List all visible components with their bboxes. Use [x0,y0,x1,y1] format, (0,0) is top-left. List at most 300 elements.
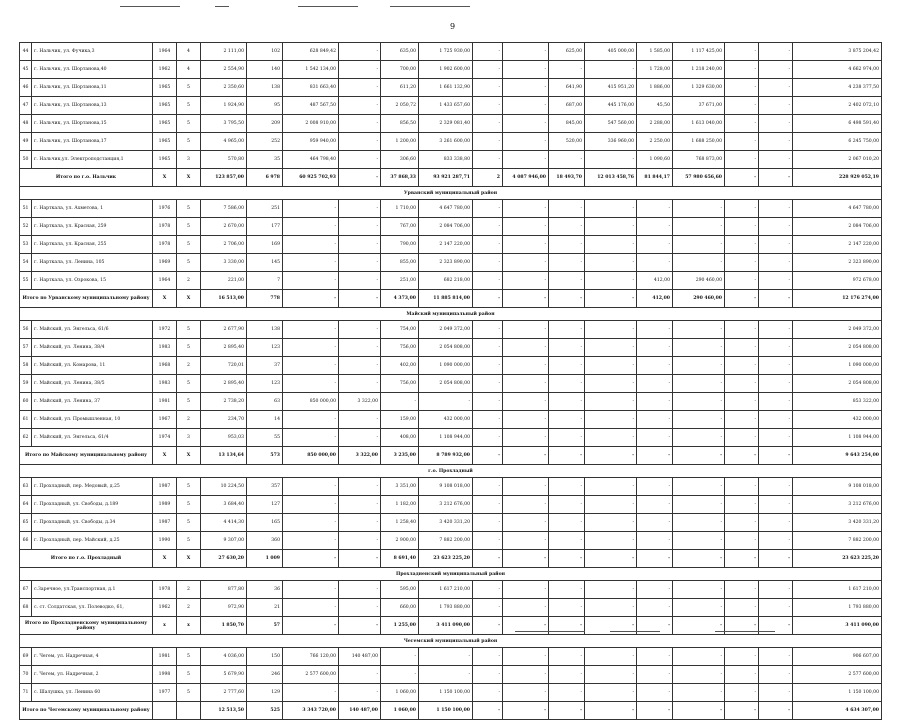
table-cell: 49 [20,133,32,151]
table-cell: 3 351,00 [381,478,419,496]
table-cell: - [725,581,759,599]
table-cell: - [339,61,381,79]
total-row [20,702,882,720]
table-cell: 720,01 [201,357,247,375]
table-row [20,514,882,532]
table-cell: 336 960,00 [585,133,637,151]
table-cell: - [339,272,381,290]
total-cell: X [153,169,177,187]
total-cell: - [585,702,637,720]
table-cell: - [759,200,793,218]
table-cell: - [673,599,725,617]
table-cell: 63 [247,393,283,411]
table-cell: 5 [177,393,201,411]
table-cell: - [283,429,339,447]
table-cell: 1965 [153,97,177,115]
total-cell: 3 411 090,00 [793,617,882,635]
table-cell: - [473,272,503,290]
table-cell: - [759,514,793,532]
table-cell: 1965 [153,151,177,169]
total-cell: 4 373,00 [381,290,419,308]
table-cell: 1978 [153,218,177,236]
table-cell: - [283,599,339,617]
table-cell: - [637,684,673,702]
table-row [20,218,882,236]
table-cell: - [725,218,759,236]
table-cell: 357 [247,478,283,496]
table-cell: 5 [177,97,201,115]
table-cell: 4 647 780,00 [793,200,882,218]
table-cell: - [339,581,381,599]
table-cell: 9 108 018,00 [419,478,473,496]
table-cell: 856,50 [381,115,419,133]
table-cell: 5 [177,115,201,133]
address-cell: г. Нальчик, ул. Шортанова,40 [32,61,153,79]
table-cell: 831 663,40 [283,79,339,97]
table-cell: - [585,478,637,496]
table-cell: - [503,97,549,115]
address-cell: г. Майский, ул. Ленина, 38/5 [32,375,153,393]
table-row [20,97,882,115]
table-cell: 209 [247,115,283,133]
table-row [20,133,882,151]
table-cell: - [759,375,793,393]
table-cell: - [549,151,585,169]
table-cell: - [673,200,725,218]
table-cell: 5 [177,496,201,514]
table-cell: 402,00 [381,357,419,375]
table-cell: - [585,514,637,532]
table-cell: 3 795,50 [201,115,247,133]
table-cell: 252 [247,133,283,151]
table-row [20,666,882,684]
total-cell: - [503,447,549,465]
total-cell: - [339,169,381,187]
total-cell: - [549,447,585,465]
table-cell: - [503,648,549,666]
total-cell: X [177,169,201,187]
table-row [20,115,882,133]
total-cell: 4 634 307,00 [793,702,882,720]
table-cell: - [725,254,759,272]
table-cell: - [585,599,637,617]
table-cell: - [585,648,637,666]
table-cell: - [549,581,585,599]
table-cell: - [339,599,381,617]
table-cell: 2 706,00 [201,236,247,254]
table-cell: - [339,200,381,218]
address-cell: г. Нарткала, ул. Красная, 259 [32,218,153,236]
table-cell: 1 728,00 [637,61,673,79]
table-cell: - [283,200,339,218]
total-cell: 12 513,50 [201,702,247,720]
total-cell: - [339,290,381,308]
table-cell: 1976 [153,200,177,218]
table-row [20,321,882,339]
section-title: Майский муниципальный район [20,308,882,321]
total-cell: 27 630,20 [201,550,247,568]
table-cell: 2 050,72 [381,97,419,115]
total-cell: 290 460,00 [673,290,725,308]
table-cell: - [759,339,793,357]
table-cell: 45,50 [637,97,673,115]
total-cell: - [473,617,503,635]
total-cell: - [725,290,759,308]
table-cell: - [503,357,549,375]
table-cell: 408,00 [381,429,419,447]
table-cell: - [283,478,339,496]
table-cell: 4 036,00 [201,648,247,666]
total-cell: - [673,447,725,465]
table-cell: - [381,648,419,666]
table-cell: - [503,218,549,236]
total-cell: - [503,550,549,568]
total-cell: - [637,702,673,720]
table-cell: - [725,599,759,617]
table-cell: - [473,254,503,272]
total-cell: 13 134,64 [201,447,247,465]
address-cell: г. Нарткала, ул. Ахметова, 1 [32,200,153,218]
table-cell: - [419,393,473,411]
table-cell: 66 [20,532,32,550]
table-cell: - [759,254,793,272]
table-cell: - [339,43,381,61]
table-cell: 4 414,30 [201,514,247,532]
table-cell: 2 [177,581,201,599]
table-cell: 138 [247,79,283,97]
table-cell: 123 [247,339,283,357]
table-cell: 4 965,00 [201,133,247,151]
table-cell: 1 613 040,00 [673,115,725,133]
total-cell: - [503,290,549,308]
table-cell: 1962 [153,61,177,79]
total-cell: - [673,702,725,720]
table-cell: - [673,254,725,272]
table-cell: 306,60 [381,151,419,169]
table-cell: 1998 [153,666,177,684]
table-cell: - [473,393,503,411]
total-cell: - [549,702,585,720]
table-cell: 1972 [153,321,177,339]
table-cell: - [585,393,637,411]
table-cell: 2 738,20 [201,393,247,411]
table-cell: - [473,236,503,254]
table-cell: 2 049 372,00 [419,321,473,339]
total-cell: 9 643 254,00 [793,447,882,465]
table-cell: 48 [20,115,32,133]
table-row [20,599,882,617]
table-row [20,532,882,550]
table-cell: - [339,339,381,357]
table-cell: 1 924,90 [201,97,247,115]
total-cell: 3 411 090,00 [419,617,473,635]
table-cell: - [725,321,759,339]
table-cell: 1 617 210,00 [793,581,882,599]
table-cell: 1 329 630,00 [673,79,725,97]
total-cell: x [177,617,201,635]
table-cell: 37 671,00 [673,97,725,115]
table-cell: - [503,393,549,411]
table-cell: - [673,478,725,496]
total-cell: 93 921 287,71 [419,169,473,187]
table-cell: 2 054 808,00 [419,339,473,357]
table-cell: 641,90 [549,79,585,97]
table-cell: 177 [247,218,283,236]
total-cell [177,702,201,720]
table-cell: 1981 [153,648,177,666]
total-cell: 12 176 274,00 [793,290,882,308]
table-cell: - [637,411,673,429]
table-cell: - [637,200,673,218]
table-cell: 60 [20,393,32,411]
table-cell: 595,00 [381,581,419,599]
table-cell: 123 [247,375,283,393]
table-cell: 47 [20,97,32,115]
table-cell: 5 [177,532,201,550]
table-cell: 2 900,00 [381,532,419,550]
table-cell: - [419,648,473,666]
total-cell: 412,00 [637,290,673,308]
total-cell: 37 868,33 [381,169,419,187]
table-cell: 833 338,80 [419,151,473,169]
table-cell: 2 554,90 [201,61,247,79]
table-cell: 234,70 [201,411,247,429]
table-cell: 3 212 676,00 [419,496,473,514]
table-cell: - [759,151,793,169]
table-cell: 138 [247,321,283,339]
table-cell: 959 940,00 [283,133,339,151]
table-cell: 1 886,00 [637,79,673,97]
table-cell: 1 200,00 [381,133,419,151]
table-cell: - [725,357,759,375]
table-cell: 1 108 944,00 [793,429,882,447]
table-cell: 1983 [153,339,177,357]
housing-register-table [19,42,882,720]
table-cell: 4 [177,61,201,79]
table-cell: 7 586,00 [201,200,247,218]
table-cell: - [549,200,585,218]
total-cell: - [725,617,759,635]
total-cell: - [473,290,503,308]
table-cell: 44 [20,43,32,61]
table-cell: - [585,218,637,236]
table-cell: 53 [20,236,32,254]
table-cell: 2 895,40 [201,375,247,393]
table-cell: - [503,115,549,133]
table-cell: - [503,666,549,684]
table-cell: - [339,79,381,97]
table-cell: - [549,532,585,550]
table-cell: - [725,339,759,357]
total-cell: 6 978 [247,169,283,187]
table-cell: - [637,357,673,375]
address-cell: г. Майский, ул. Промышленная, 10 [32,411,153,429]
table-cell: - [473,599,503,617]
table-cell: 68 [20,599,32,617]
table-cell: - [339,429,381,447]
table-cell: 3 875 204,42 [793,43,882,61]
table-cell: 70 [20,666,32,684]
table-cell: 1978 [153,236,177,254]
table-cell: - [585,339,637,357]
table-cell: - [283,684,339,702]
total-label: Итого по Урванскому муниципальному району [20,290,153,308]
table-cell: 3 212 676,00 [793,496,882,514]
total-cell: - [637,550,673,568]
table-cell: 1 218 240,00 [673,61,725,79]
table-cell: - [725,97,759,115]
table-cell: - [339,133,381,151]
section-header-row [20,568,882,581]
table-cell: - [725,532,759,550]
table-cell: 5 [177,666,201,684]
table-cell: 756,00 [381,339,419,357]
table-cell: - [725,478,759,496]
table-cell: - [473,321,503,339]
table-cell: 1977 [153,684,177,702]
table-cell: - [585,272,637,290]
table-cell: 570,80 [201,151,247,169]
table-row [20,429,882,447]
table-cell: - [585,151,637,169]
table-cell: 4 238 377,50 [793,79,882,97]
table-cell: - [503,532,549,550]
table-cell: 850 000,00 [283,393,339,411]
table-cell: 405 000,00 [585,43,637,61]
total-cell: - [585,617,637,635]
table-cell: 2 147 220,00 [419,236,473,254]
address-cell: г. Майский, ул. Энгельса, 61/4 [32,429,153,447]
table-cell: - [473,532,503,550]
table-cell: 1 090 000,00 [419,357,473,375]
top-decoration-line [390,6,470,7]
table-cell: 2 084 706,00 [793,218,882,236]
total-cell: - [725,550,759,568]
table-cell: - [473,218,503,236]
address-cell: с. ст. Солдатская, ул. Полеводко, 61, [32,599,153,617]
table-cell: 2 577 600,00 [283,666,339,684]
table-cell: 56 [20,321,32,339]
top-decoration-line [120,6,180,7]
table-cell: 906 607,00 [793,648,882,666]
table-cell: 2 008 910,00 [283,115,339,133]
table-row [20,254,882,272]
table-cell: - [473,79,503,97]
table-cell: - [473,684,503,702]
total-cell: 60 925 702,93 [283,169,339,187]
table-cell: 3 261 600,00 [419,133,473,151]
total-cell: 573 [247,447,283,465]
address-cell: г. Майский, ул. Ленина, 38/4 [32,339,153,357]
total-cell: X [177,447,201,465]
table-cell: 5 [177,478,201,496]
table-cell: - [503,151,549,169]
table-row [20,61,882,79]
table-cell: 159,00 [381,411,419,429]
table-cell: - [503,599,549,617]
table-cell: 877,80 [201,581,247,599]
table-cell: 2 323 890,00 [793,254,882,272]
table-cell: - [673,218,725,236]
table-row [20,648,882,666]
total-cell: 1 850,70 [201,617,247,635]
table-cell: - [549,666,585,684]
address-cell: г. Нальчик, ул. Шортанова,13 [32,97,153,115]
table-cell: - [339,532,381,550]
table-cell: - [759,411,793,429]
address-cell: г. Майский, ул. Комарова, 11 [32,357,153,375]
table-cell: 953,03 [201,429,247,447]
total-cell: - [549,290,585,308]
table-cell: - [725,684,759,702]
table-cell: 140 487,00 [339,648,381,666]
table-cell: 65 [20,514,32,532]
table-cell: - [381,666,419,684]
table-cell: - [637,514,673,532]
table-cell: - [585,581,637,599]
table-cell: - [283,218,339,236]
table-cell: - [759,496,793,514]
table-cell: 972 678,00 [793,272,882,290]
table-row [20,151,882,169]
table-cell: - [725,115,759,133]
section-title: Прохладненский муниципальный район [20,568,882,581]
total-cell: 850 000,00 [283,447,339,465]
section-header-row [20,308,882,321]
page-number: 9 [449,22,456,31]
total-cell: - [283,290,339,308]
table-cell: - [725,393,759,411]
table-cell: 5 [177,321,201,339]
table-cell: 3 420 331,20 [419,514,473,532]
table-cell: - [473,97,503,115]
table-cell: 58 [20,357,32,375]
total-cell: - [473,702,503,720]
table-cell: - [503,375,549,393]
table-cell: 2 [177,357,201,375]
table-cell: - [549,411,585,429]
table-cell: - [637,581,673,599]
total-cell: 1 009 [247,550,283,568]
table-cell: - [585,321,637,339]
table-cell: 855,00 [381,254,419,272]
table-cell: 246 [247,666,283,684]
table-cell: - [503,133,549,151]
table-cell: 756,00 [381,375,419,393]
total-cell: 3 322,00 [339,447,381,465]
table-cell: - [473,429,503,447]
table-cell: - [339,357,381,375]
table-cell: 63 [20,478,32,496]
table-cell: 5 [177,200,201,218]
table-cell: 1 661 132,90 [419,79,473,97]
address-cell: с. Шалушка, ул. Ленина 60 [32,684,153,702]
total-cell: 1 150 100,00 [419,702,473,720]
table-cell: - [473,115,503,133]
table-cell: 165 [247,514,283,532]
section-title: г.о. Прохладный [20,465,882,478]
table-cell: 2 670,00 [201,218,247,236]
table-cell: 1 688 250,00 [673,133,725,151]
total-cell: 11 885 814,00 [419,290,473,308]
table-cell: - [503,581,549,599]
table-cell: - [339,218,381,236]
total-cell: - [759,617,793,635]
table-cell: 2 323 890,00 [419,254,473,272]
table-row [20,272,882,290]
table-cell: - [725,496,759,514]
table-cell: 5 [177,133,201,151]
